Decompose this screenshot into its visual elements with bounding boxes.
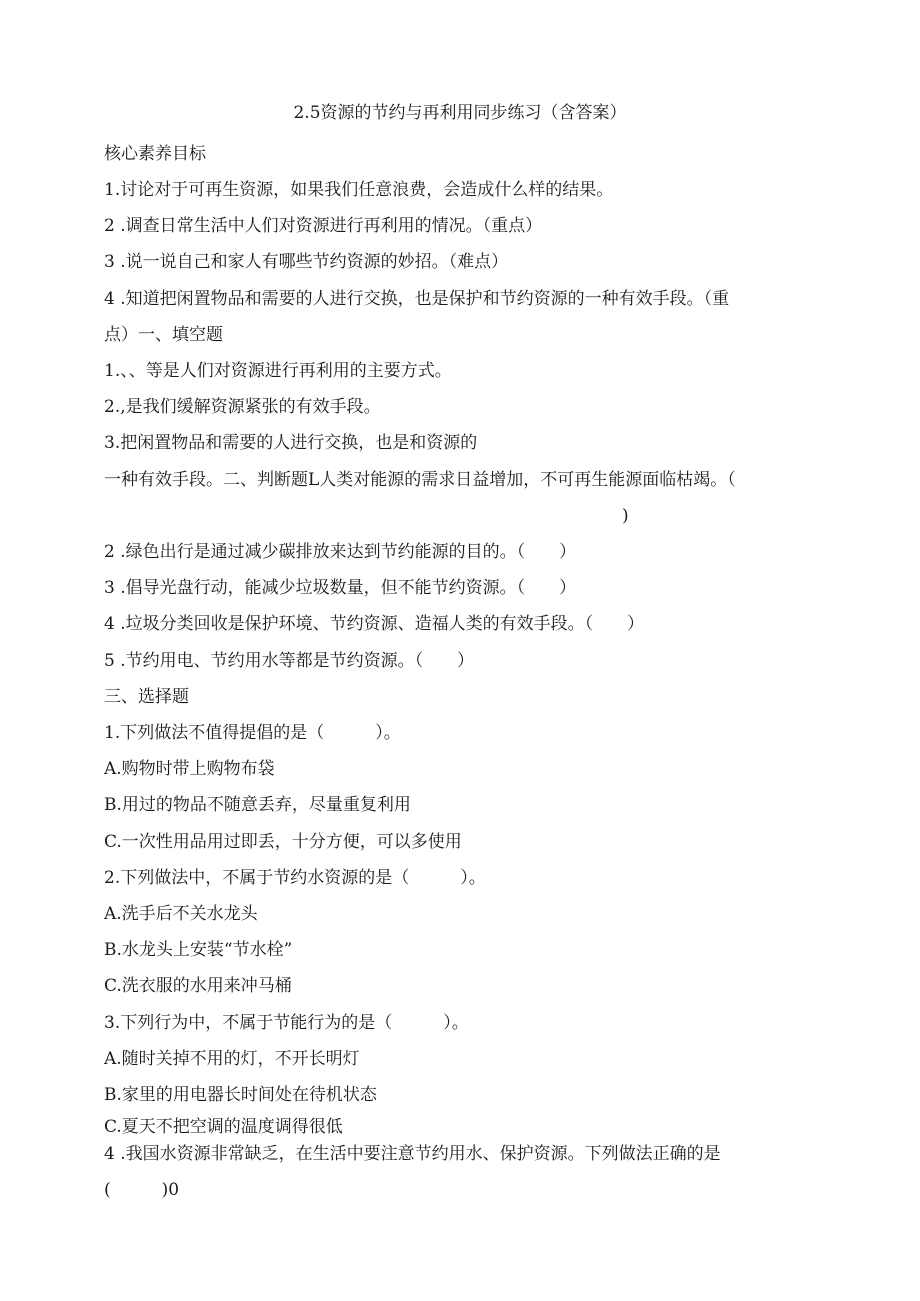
goal-item-3: 3 .说一说自己和家人有哪些节约资源的妙招。（难点） — [104, 252, 509, 272]
choice-3-option-c: C.夏天不把空调的温度调得很低 — [104, 1117, 343, 1137]
fill-blank-question-3: 3.把闲置物品和需要的人进行交换，也是和资源的 — [104, 433, 478, 453]
choice-1-option-c: C.一次性用品用过即丢，十分方便，可以多使用 — [104, 832, 462, 852]
choice-3-option-b: B.家里的用电器长时间处在待机状态 — [104, 1085, 377, 1105]
choice-2-option-c: C.洗衣服的水用来冲马桶 — [104, 976, 292, 996]
goal-item-4-continued: 点）一、填空题 — [104, 325, 223, 345]
choice-1-option-b: B.用过的物品不随意丢弃，尽量重复利用 — [104, 795, 411, 815]
fill-blank-question-1: 1.、、等是人们对资源进行再利用的主要方式。 — [104, 361, 452, 381]
judgment-answer-paren-1: ) — [622, 506, 629, 526]
choice-3-option-a: A.随时关掉不用的灯，不开长明灯 — [104, 1049, 360, 1069]
choice-2-option-a: A.洗手后不关水龙头 — [104, 904, 258, 924]
goal-item-4: 4 .知道把闲置物品和需要的人进行交换，也是保护和节约资源的一种有效手段。（重 — [104, 289, 730, 309]
section-heading-core-goals: 核心素养目标 — [104, 144, 206, 164]
fill-blank-question-3-continued: 一种有效手段。二、判断题L人类对能源的需求日益增加，不可再生能源面临枯竭。（ — [104, 470, 736, 490]
choice-question-3: 3.下列行为中，不属于节能行为的是（ ）。 — [104, 1013, 469, 1033]
choice-question-4: 4 .我国水资源非常缺乏，在生活中要注意节约用水、保护资源。下列做法正确的是 — [104, 1144, 721, 1164]
goal-item-2: 2 .调查日常生活中人们对资源进行再利用的情况。（重点） — [104, 216, 543, 236]
judgment-question-5: 5 .节约用电、节约用水等都是节约资源。（ ） — [104, 651, 475, 671]
judgment-question-3: 3 .倡导光盘行动，能减少垃圾数量，但不能节约资源。（ ） — [104, 578, 577, 598]
choice-question-2: 2.下列做法中，不属于节约水资源的是（ ）。 — [104, 868, 486, 888]
judgment-question-4: 4 .垃圾分类回收是保护环境、节约资源、造福人类的有效手段。（ ） — [104, 614, 645, 634]
choice-question-4-blank: ( )0 — [104, 1180, 180, 1200]
section-heading-choice: 三、选择题 — [104, 687, 189, 707]
judgment-question-2: 2 .绿色出行是通过减少碳排放来达到节约能源的目的。（ ） — [104, 542, 577, 562]
choice-1-option-a: A.购物时带上购物布袋 — [104, 759, 275, 779]
goal-item-1: 1.讨论对于可再生资源，如果我们任意浪费，会造成什么样的结果。 — [104, 180, 614, 200]
choice-2-option-b: B.水龙头上安装“节水栓” — [104, 940, 293, 960]
fill-blank-question-2: 2.,是我们缓解资源紧张的有效手段。 — [104, 397, 381, 417]
choice-question-1: 1.下列做法不值得提倡的是（ ）。 — [104, 723, 401, 743]
document-title: 2.5资源的节约与再利用同步练习（含答案） — [293, 103, 627, 123]
